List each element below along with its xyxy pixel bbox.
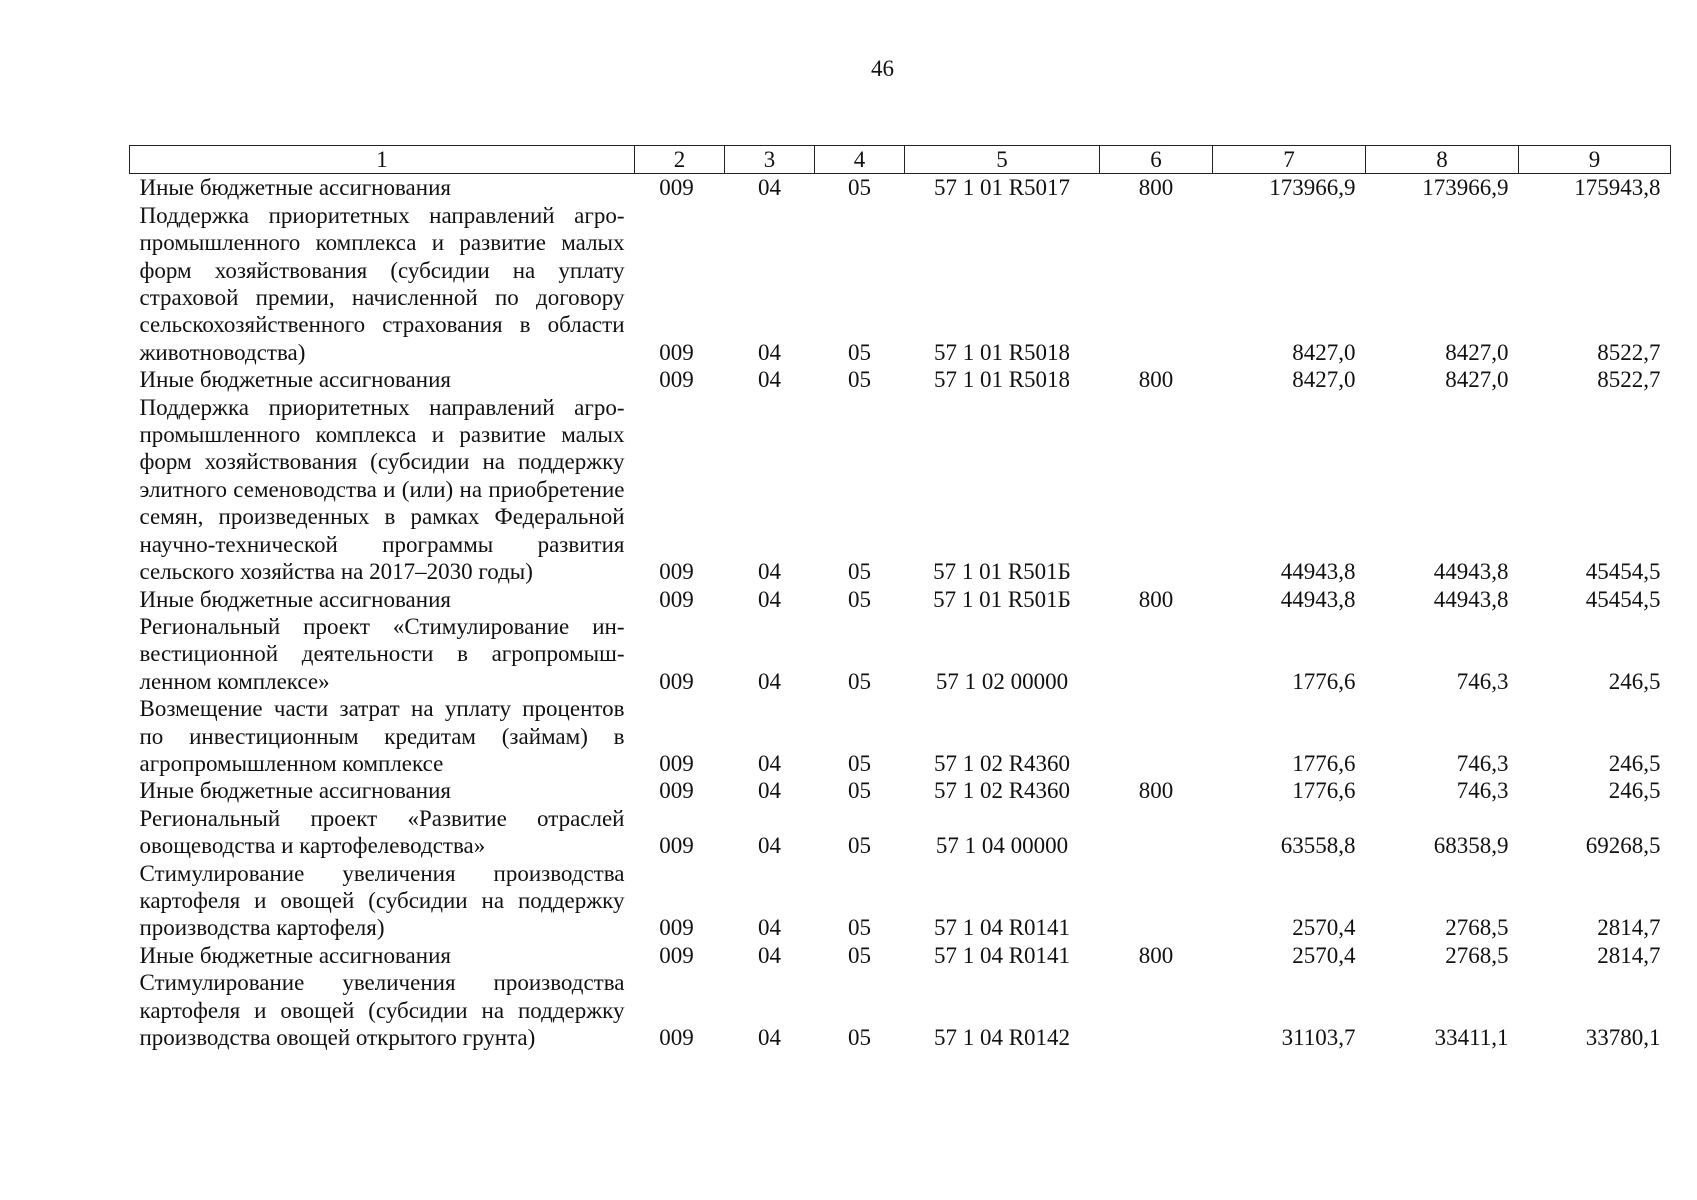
subsection-code: 05 — [848, 833, 871, 859]
amount-col8: 44943,8 — [1433, 586, 1509, 612]
amount-col7: 1776,6 — [1292, 778, 1356, 804]
table-row — [130, 860, 1671, 942]
amount-col9: 246,5 — [1608, 750, 1661, 776]
amount-col9: 246,5 — [1608, 778, 1661, 804]
table-row — [130, 586, 1671, 613]
column-header-8: 8 — [1366, 146, 1519, 174]
amount-col8: 2768,5 — [1445, 915, 1509, 941]
amount-col8: 173966,9 — [1422, 175, 1509, 201]
table-body — [130, 174, 1671, 1052]
subsection-code: 05 — [848, 339, 871, 365]
subsection-code: 05 — [848, 915, 871, 941]
amount-col7: 2570,4 — [1292, 915, 1356, 941]
expense-type — [1100, 202, 1213, 366]
expense-type — [1100, 394, 1213, 586]
subsection-code: 05 — [848, 367, 871, 393]
amount-col9: 2814,7 — [1597, 915, 1661, 941]
target-article: 57 1 01 R501Б — [933, 586, 1071, 612]
expense-type — [1100, 613, 1213, 695]
section-code: 04 — [758, 175, 781, 201]
amount-col8: 33411,1 — [1434, 1025, 1509, 1050]
subsection-code: 05 — [848, 750, 871, 776]
ministry-code: 009 — [659, 367, 694, 393]
amount-col8: 746,3 — [1456, 750, 1509, 776]
amount-col8: 746,3 — [1456, 778, 1509, 804]
subsection-code: 05 — [848, 175, 871, 201]
expense-type — [1100, 969, 1213, 1051]
subsection-code: 05 — [848, 668, 871, 694]
subsection-code: 05 — [848, 1025, 871, 1050]
column-header-2: 2 — [635, 146, 725, 174]
item-name: Стимулирование увеличения производства картофеля и овощей (субсидии на поддержку производства овощей открытого грунта) — [139, 970, 625, 1050]
amount-col7: 44943,8 — [1280, 559, 1356, 585]
ministry-code: 009 — [659, 586, 694, 612]
amount-col9: 45454,5 — [1585, 559, 1661, 585]
item-name: Поддержка приоритетных направлений агропромышленного комплекса и развитие малых форм хозяйствования (субсидии на поддержку элитного семеноводства и (или) на приобретение семян, произведенных в рамках Федеральной научно-технической программы развития сельского хозяйства на 2017–2030 годы) — [139, 394, 625, 585]
section-code: 04 — [758, 1025, 781, 1050]
section-code: 04 — [758, 833, 781, 859]
item-name: Иные бюджетные ассигнования — [139, 942, 451, 968]
item-name: Возмещение части затрат на уплату процентов по инвестиционным кредитам (займам) в агропромышленном комплексе — [139, 696, 625, 776]
table-row — [130, 969, 1671, 1051]
item-name: Региональный проект «Развитие отраслей овощеводства и картофелеводства» — [139, 805, 625, 859]
amount-col7: 8427,0 — [1292, 339, 1356, 365]
amount-col7: 31103,7 — [1281, 1025, 1356, 1050]
section-code: 04 — [758, 778, 781, 804]
amount-col8: 2768,5 — [1445, 942, 1509, 968]
item-name: Иные бюджетные ассигнования — [139, 367, 451, 393]
header-row — [130, 146, 1671, 174]
expense-type: 800 — [1138, 778, 1174, 804]
amount-col9: 2814,7 — [1597, 942, 1661, 968]
expense-type: 800 — [1138, 586, 1174, 612]
item-name: Иные бюджетные ассигнования — [139, 778, 451, 804]
expense-type: 800 — [1138, 367, 1174, 393]
column-header-6: 6 — [1100, 146, 1213, 174]
page-number: 46 — [871, 56, 894, 81]
amount-col9: 69268,5 — [1585, 833, 1661, 859]
section-code: 04 — [758, 367, 781, 393]
item-name: Поддержка приоритетных направлений агропромышленного комплекса и развитие малых форм хозяйствования (субсидии на уплату страховой премии, начисленной по договору сельскохозяйственного страхования в области животноводства) — [139, 202, 625, 365]
amount-col9: 45454,5 — [1585, 586, 1661, 612]
section-code: 04 — [758, 559, 781, 585]
target-article: 57 1 01 R501Б — [933, 559, 1071, 585]
amount-col9: 33780,1 — [1585, 1025, 1661, 1050]
ministry-code: 009 — [659, 833, 694, 859]
ministry-code: 009 — [659, 915, 694, 941]
table-row — [130, 174, 1671, 202]
target-article: 57 1 04 R0141 — [933, 915, 1071, 941]
table-row — [130, 942, 1671, 969]
item-name: Стимулирование увеличения производства картофеля и овощей (субсидии на поддержку производства картофеля) — [139, 860, 625, 941]
section-code: 04 — [758, 339, 781, 365]
table-row — [130, 366, 1671, 393]
amount-col7: 173966,9 — [1269, 175, 1356, 201]
subsection-code: 05 — [848, 559, 871, 585]
amount-col8: 8427,0 — [1445, 339, 1509, 365]
table-row — [130, 394, 1671, 586]
amount-col7: 44943,8 — [1280, 586, 1356, 612]
subsection-code: 05 — [848, 778, 871, 804]
expense-type: 800 — [1138, 942, 1174, 968]
subsection-code: 05 — [848, 586, 871, 612]
section-code: 04 — [758, 915, 781, 941]
target-article: 57 1 01 R5018 — [933, 367, 1071, 393]
table-header — [130, 146, 1671, 174]
ministry-code: 009 — [659, 668, 694, 694]
section-code: 04 — [758, 586, 781, 612]
expense-type — [1100, 860, 1213, 942]
column-header-4: 4 — [815, 146, 905, 174]
amount-col9: 246,5 — [1608, 668, 1661, 694]
target-article: 57 1 02 R4360 — [933, 778, 1071, 804]
column-header-1: 1 — [130, 146, 635, 174]
table-row — [130, 805, 1671, 860]
ministry-code: 009 — [659, 1025, 694, 1050]
column-header-5: 5 — [905, 146, 1100, 174]
amount-col8: 44943,8 — [1433, 559, 1509, 585]
target-article: 57 1 02 R4360 — [933, 750, 1071, 776]
column-header-9: 9 — [1519, 146, 1671, 174]
budget-table — [129, 145, 1671, 1051]
item-name: Иные бюджетные ассигнования — [139, 586, 451, 612]
target-article: 57 1 04 R0141 — [933, 942, 1071, 968]
amount-col7: 8427,0 — [1292, 367, 1356, 393]
item-name: Иные бюджетные ассигнования — [139, 175, 451, 201]
ministry-code: 009 — [659, 559, 694, 585]
target-article: 57 1 01 R5018 — [933, 339, 1071, 365]
expense-type: 800 — [1138, 175, 1174, 201]
table-row — [130, 202, 1671, 366]
column-header-7: 7 — [1213, 146, 1366, 174]
amount-col9: 8522,7 — [1597, 339, 1661, 365]
amount-col8: 8427,0 — [1445, 367, 1509, 393]
amount-col9: 175943,8 — [1574, 175, 1661, 201]
section-code: 04 — [758, 668, 781, 694]
expense-type — [1100, 805, 1213, 860]
amount-col7: 63558,8 — [1280, 833, 1356, 859]
table-row — [130, 613, 1671, 695]
section-code: 04 — [758, 750, 781, 776]
section-code: 04 — [758, 942, 781, 968]
target-article: 57 1 04 00000 — [935, 833, 1069, 859]
ministry-code: 009 — [659, 942, 694, 968]
amount-col9: 8522,7 — [1597, 367, 1661, 393]
amount-col7: 1776,6 — [1292, 750, 1356, 776]
ministry-code: 009 — [659, 339, 694, 365]
table-row — [130, 695, 1671, 777]
target-article: 57 1 02 00000 — [935, 668, 1069, 694]
amount-col8: 746,3 — [1456, 668, 1509, 694]
amount-col8: 68358,9 — [1433, 833, 1509, 859]
subsection-code: 05 — [848, 942, 871, 968]
table-row — [130, 777, 1671, 804]
amount-col7: 1776,6 — [1292, 668, 1356, 694]
expense-type — [1100, 695, 1213, 777]
ministry-code: 009 — [659, 175, 694, 201]
target-article: 57 1 04 R0142 — [933, 1025, 1071, 1050]
target-article: 57 1 01 R5017 — [933, 175, 1071, 201]
ministry-code: 009 — [659, 778, 694, 804]
column-header-3: 3 — [725, 146, 815, 174]
amount-col7: 2570,4 — [1292, 942, 1356, 968]
item-name: Региональный проект «Стимулирование инвестиционной деятельности в агропромышленном комплексе» — [139, 613, 625, 694]
ministry-code: 009 — [659, 750, 694, 776]
